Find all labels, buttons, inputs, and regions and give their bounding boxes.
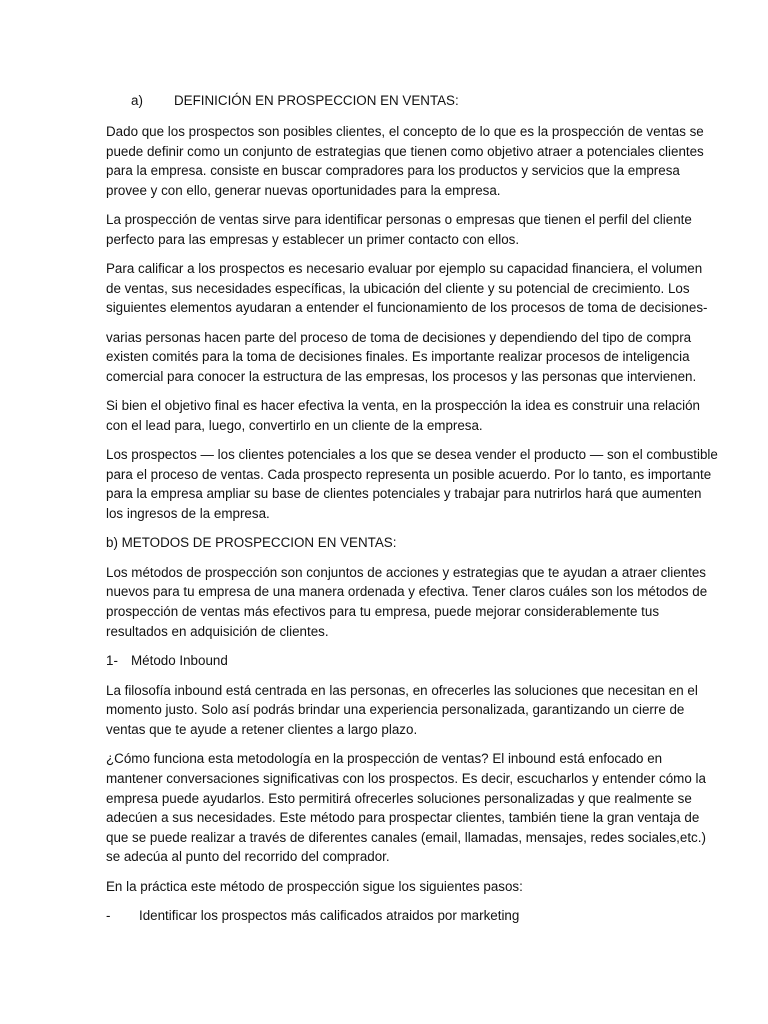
paragraph: Dado que los prospectos son posibles clientes, el concepto de lo que es la prospección de ventas se puede definir como un conjunto de estrategias que tienen como objetivo atraer a potenciales clientes para la empresa. consiste en buscar compradores para los productos y servicios que la empresa provee y con ello, generar nuevas oportunidades para la empresa.	[106, 124, 704, 198]
paragraph: La prospección de ventas sirve para identificar personas o empresas que tienen el perfil del cliente perfecto para las empresas y establecer un primer contacto con ellos.	[106, 212, 692, 247]
method-1-heading	[106, 651, 718, 671]
list-item	[106, 906, 718, 926]
section-a-marker: a)	[131, 93, 143, 108]
list-item-label: Identificar los prospectos más calificados atraidos por marketing	[139, 908, 520, 924]
paragraph: Si bien el objetivo final es hacer efectiva la venta, en la prospección la idea es construir una relación con el lead para, luego, convertirlo en un cliente de la empresa.	[106, 398, 701, 433]
list-item-marker: -	[106, 908, 111, 924]
section-a-title: DEFINICIÓN EN PROSPECCION EN VENTAS:	[174, 93, 459, 108]
method-1-marker: 1-	[106, 653, 118, 669]
paragraph: En la práctica este método de prospección sigue los siguientes pasos:	[106, 878, 523, 894]
section-a-heading	[106, 91, 718, 111]
section-b-title: b) METODOS DE PROSPECCION EN VENTAS:	[106, 535, 397, 551]
method-1-label: Método Inbound	[131, 653, 228, 669]
paragraph: varias personas hacen parte del proceso de toma de decisiones y dependiendo del tipo de compra existen comités para la toma de decisiones finales. Es importante realizar procesos de inteligencia comercial para conocer la estructura de las empresas, los procesos y las personas que intervienen.	[106, 329, 697, 384]
paragraph: ¿Cómo funciona esta metodología en la prospección de ventas? El inbound está enfocado en mantener conversaciones significativas con los prospectos. Es decir, escucharlos y entender cómo la empresa puede ayudarlos. Esto permitirá ofrecerles soluciones personalizadas y que realmente se adecúen a sus necesidades. Este método para prospectar clientes, también tiene la gran ventaja de que se puede realizar a través de diferentes canales (email, llamadas, mensajes, redes sociales,etc.) se adecúa al punto del recorrido del comprador.	[106, 751, 706, 865]
paragraph: Los prospectos — los clientes potenciales a los que se desea vender el producto — son el combustible para el proceso de ventas. Cada prospecto representa un posible acuerdo. Por lo tanto, es importante para la empresa ampliar su base de clientes potenciales y trabajar para nutrirlos hará que aumenten los ingresos de la empresa.	[106, 447, 718, 522]
paragraph: Los métodos de prospección son conjuntos de acciones y estrategias que te ayudan a atraer clientes nuevos para tu empresa de una manera ordenada y efectiva. Tener claros cuáles son los métodos de prospección de ventas más efectivos para tu empresa, puede mejorar considerablemente tus resultados en adquisición de clientes.	[106, 564, 708, 639]
paragraph: La filosofía inbound está centrada en las personas, en ofrecerles las soluciones que necesitan en el momento justo. Solo así podrás brindar una experiencia personalizada, garantizando un cierre de ventas que te ayude a retener clientes a largo plazo.	[106, 682, 698, 738]
paragraph: Para calificar a los prospectos es necesario evaluar por ejemplo su capacidad financiera, el volumen de ventas, sus necesidades específicas, la ubicación del cliente y su potencial de crecimiento. Los siguientes elementos ayudaran a entender el funcionamiento de los procesos de toma de decisiones-	[106, 261, 708, 316]
